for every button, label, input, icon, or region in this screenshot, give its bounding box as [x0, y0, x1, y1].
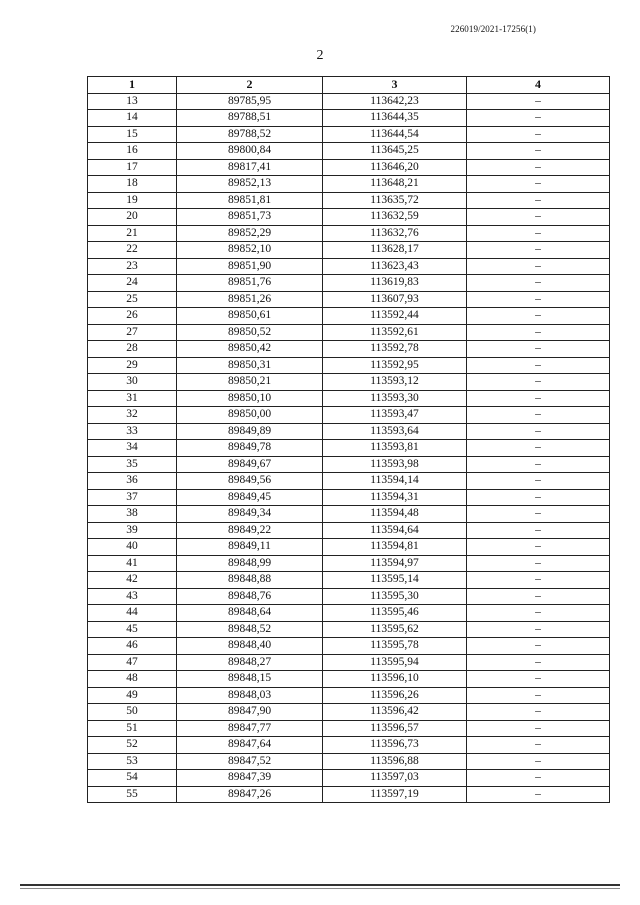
- y-coordinate-cell: 113595,78: [323, 638, 467, 655]
- column-4-cell: –: [467, 671, 610, 688]
- column-4-cell: –: [467, 588, 610, 605]
- x-coordinate-cell: 89847,26: [177, 786, 323, 803]
- column-4-cell: –: [467, 225, 610, 242]
- table-row: [88, 506, 610, 523]
- table-row: [88, 143, 610, 160]
- column-4-cell: –: [467, 456, 610, 473]
- column-4-cell: –: [467, 126, 610, 143]
- x-coordinate-cell: 89849,22: [177, 522, 323, 539]
- y-coordinate-cell: 113593,98: [323, 456, 467, 473]
- x-coordinate-cell: 89849,56: [177, 473, 323, 490]
- x-coordinate-cell: 89848,52: [177, 621, 323, 638]
- point-number-cell: 38: [88, 506, 177, 523]
- point-number-cell: 44: [88, 605, 177, 622]
- x-coordinate-cell: 89849,67: [177, 456, 323, 473]
- column-4-cell: –: [467, 572, 610, 589]
- point-number-cell: 50: [88, 704, 177, 721]
- point-number-cell: 55: [88, 786, 177, 803]
- point-number-cell: 41: [88, 555, 177, 572]
- point-number-cell: 20: [88, 209, 177, 226]
- y-coordinate-cell: 113596,88: [323, 753, 467, 770]
- point-number-cell: 31: [88, 390, 177, 407]
- x-coordinate-cell: 89850,00: [177, 407, 323, 424]
- point-number-cell: 28: [88, 341, 177, 358]
- point-number-cell: 47: [88, 654, 177, 671]
- point-number-cell: 24: [88, 275, 177, 292]
- table-row: [88, 786, 610, 803]
- column-4-cell: –: [467, 275, 610, 292]
- point-number-cell: 23: [88, 258, 177, 275]
- point-number-cell: 15: [88, 126, 177, 143]
- table-row: [88, 275, 610, 292]
- column-4-cell: –: [467, 159, 610, 176]
- x-coordinate-cell: 89849,78: [177, 440, 323, 457]
- table-row: [88, 671, 610, 688]
- column-4-cell: –: [467, 407, 610, 424]
- point-number-cell: 19: [88, 192, 177, 209]
- y-coordinate-cell: 113593,81: [323, 440, 467, 457]
- table-row: [88, 258, 610, 275]
- table-row: [88, 704, 610, 721]
- point-number-cell: 25: [88, 291, 177, 308]
- y-coordinate-cell: 113594,14: [323, 473, 467, 490]
- y-coordinate-cell: 113607,93: [323, 291, 467, 308]
- column-4-cell: –: [467, 770, 610, 787]
- x-coordinate-cell: 89848,64: [177, 605, 323, 622]
- point-number-cell: 27: [88, 324, 177, 341]
- table-row: [88, 225, 610, 242]
- column-4-cell: –: [467, 654, 610, 671]
- column-4-cell: –: [467, 341, 610, 358]
- y-coordinate-cell: 113592,78: [323, 341, 467, 358]
- header-row: [88, 77, 610, 94]
- table-row: [88, 390, 610, 407]
- column-header-2: 2: [177, 77, 323, 94]
- table-row: [88, 357, 610, 374]
- table-row: [88, 159, 610, 176]
- point-number-cell: 21: [88, 225, 177, 242]
- x-coordinate-cell: 89800,84: [177, 143, 323, 160]
- point-number-cell: 34: [88, 440, 177, 457]
- y-coordinate-cell: 113596,57: [323, 720, 467, 737]
- y-coordinate-cell: 113594,81: [323, 539, 467, 556]
- table-row: [88, 473, 610, 490]
- point-number-cell: 40: [88, 539, 177, 556]
- column-4-cell: –: [467, 489, 610, 506]
- x-coordinate-cell: 89852,10: [177, 242, 323, 259]
- x-coordinate-cell: 89849,89: [177, 423, 323, 440]
- y-coordinate-cell: 113594,64: [323, 522, 467, 539]
- column-4-cell: –: [467, 753, 610, 770]
- x-coordinate-cell: 89851,26: [177, 291, 323, 308]
- table-body: [88, 93, 610, 803]
- y-coordinate-cell: 113635,72: [323, 192, 467, 209]
- column-4-cell: –: [467, 555, 610, 572]
- point-number-cell: 49: [88, 687, 177, 704]
- point-number-cell: 30: [88, 374, 177, 391]
- x-coordinate-cell: 89850,10: [177, 390, 323, 407]
- column-4-cell: –: [467, 687, 610, 704]
- column-4-cell: –: [467, 473, 610, 490]
- column-4-cell: –: [467, 291, 610, 308]
- x-coordinate-cell: 89852,29: [177, 225, 323, 242]
- column-4-cell: –: [467, 242, 610, 259]
- table-row: [88, 753, 610, 770]
- column-4-cell: –: [467, 176, 610, 193]
- x-coordinate-cell: 89847,77: [177, 720, 323, 737]
- column-4-cell: –: [467, 93, 610, 110]
- table-header: [88, 77, 610, 94]
- y-coordinate-cell: 113595,14: [323, 572, 467, 589]
- table-row: [88, 605, 610, 622]
- y-coordinate-cell: 113642,23: [323, 93, 467, 110]
- column-4-cell: –: [467, 423, 610, 440]
- x-coordinate-cell: 89850,42: [177, 341, 323, 358]
- column-4-cell: –: [467, 374, 610, 391]
- x-coordinate-cell: 89847,39: [177, 770, 323, 787]
- table-row: [88, 374, 610, 391]
- y-coordinate-cell: 113597,19: [323, 786, 467, 803]
- y-coordinate-cell: 113645,25: [323, 143, 467, 160]
- table-row: [88, 456, 610, 473]
- x-coordinate-cell: 89849,45: [177, 489, 323, 506]
- table-row: [88, 687, 610, 704]
- footer-rule: [20, 884, 620, 886]
- y-coordinate-cell: 113644,54: [323, 126, 467, 143]
- y-coordinate-cell: 113592,61: [323, 324, 467, 341]
- point-number-cell: 36: [88, 473, 177, 490]
- y-coordinate-cell: 113596,42: [323, 704, 467, 721]
- document-number: 226019/2021-17256(1): [450, 24, 536, 34]
- table-row: [88, 440, 610, 457]
- y-coordinate-cell: 113628,17: [323, 242, 467, 259]
- table-row: [88, 588, 610, 605]
- column-4-cell: –: [467, 143, 610, 160]
- y-coordinate-cell: 113632,76: [323, 225, 467, 242]
- y-coordinate-cell: 113594,97: [323, 555, 467, 572]
- y-coordinate-cell: 113595,30: [323, 588, 467, 605]
- table-row: [88, 93, 610, 110]
- column-4-cell: –: [467, 704, 610, 721]
- point-number-cell: 35: [88, 456, 177, 473]
- x-coordinate-cell: 89848,40: [177, 638, 323, 655]
- table-row: [88, 308, 610, 325]
- table-row: [88, 638, 610, 655]
- x-coordinate-cell: 89848,27: [177, 654, 323, 671]
- x-coordinate-cell: 89850,52: [177, 324, 323, 341]
- y-coordinate-cell: 113593,64: [323, 423, 467, 440]
- x-coordinate-cell: 89847,52: [177, 753, 323, 770]
- y-coordinate-cell: 113595,46: [323, 605, 467, 622]
- point-number-cell: 43: [88, 588, 177, 605]
- x-coordinate-cell: 89850,21: [177, 374, 323, 391]
- column-header-4: 4: [467, 77, 610, 94]
- x-coordinate-cell: 89817,41: [177, 159, 323, 176]
- point-number-cell: 22: [88, 242, 177, 259]
- table-row: [88, 522, 610, 539]
- column-4-cell: –: [467, 786, 610, 803]
- y-coordinate-cell: 113648,21: [323, 176, 467, 193]
- column-header-3: 3: [323, 77, 467, 94]
- table-row: [88, 423, 610, 440]
- column-4-cell: –: [467, 258, 610, 275]
- table-row: [88, 176, 610, 193]
- y-coordinate-cell: 113596,26: [323, 687, 467, 704]
- x-coordinate-cell: 89847,64: [177, 737, 323, 754]
- y-coordinate-cell: 113596,73: [323, 737, 467, 754]
- table-row: [88, 489, 610, 506]
- x-coordinate-cell: 89788,52: [177, 126, 323, 143]
- column-4-cell: –: [467, 522, 610, 539]
- table-row: [88, 539, 610, 556]
- x-coordinate-cell: 89848,76: [177, 588, 323, 605]
- table-row: [88, 209, 610, 226]
- column-4-cell: –: [467, 440, 610, 457]
- point-number-cell: 29: [88, 357, 177, 374]
- x-coordinate-cell: 89851,76: [177, 275, 323, 292]
- column-4-cell: –: [467, 720, 610, 737]
- x-coordinate-cell: 89850,31: [177, 357, 323, 374]
- column-4-cell: –: [467, 605, 610, 622]
- point-number-cell: 16: [88, 143, 177, 160]
- x-coordinate-cell: 89785,95: [177, 93, 323, 110]
- point-number-cell: 14: [88, 110, 177, 127]
- table-row: [88, 126, 610, 143]
- point-number-cell: 39: [88, 522, 177, 539]
- table-row: [88, 110, 610, 127]
- point-number-cell: 48: [88, 671, 177, 688]
- point-number-cell: 42: [88, 572, 177, 589]
- table-row: [88, 555, 610, 572]
- point-number-cell: 26: [88, 308, 177, 325]
- column-4-cell: –: [467, 539, 610, 556]
- column-4-cell: –: [467, 638, 610, 655]
- column-4-cell: –: [467, 357, 610, 374]
- column-4-cell: –: [467, 621, 610, 638]
- y-coordinate-cell: 113619,83: [323, 275, 467, 292]
- table-row: [88, 407, 610, 424]
- point-number-cell: 51: [88, 720, 177, 737]
- y-coordinate-cell: 113593,47: [323, 407, 467, 424]
- y-coordinate-cell: 113595,62: [323, 621, 467, 638]
- table-row: [88, 621, 610, 638]
- column-4-cell: –: [467, 390, 610, 407]
- x-coordinate-cell: 89852,13: [177, 176, 323, 193]
- point-number-cell: 33: [88, 423, 177, 440]
- table-row: [88, 341, 610, 358]
- column-4-cell: –: [467, 506, 610, 523]
- x-coordinate-cell: 89849,11: [177, 539, 323, 556]
- x-coordinate-cell: 89851,90: [177, 258, 323, 275]
- y-coordinate-cell: 113595,94: [323, 654, 467, 671]
- table-row: [88, 324, 610, 341]
- table-row: [88, 572, 610, 589]
- y-coordinate-cell: 113594,31: [323, 489, 467, 506]
- y-coordinate-cell: 113597,03: [323, 770, 467, 787]
- y-coordinate-cell: 113594,48: [323, 506, 467, 523]
- y-coordinate-cell: 113632,59: [323, 209, 467, 226]
- column-4-cell: –: [467, 308, 610, 325]
- column-4-cell: –: [467, 192, 610, 209]
- column-4-cell: –: [467, 324, 610, 341]
- table-row: [88, 192, 610, 209]
- point-number-cell: 52: [88, 737, 177, 754]
- y-coordinate-cell: 113592,44: [323, 308, 467, 325]
- point-number-cell: 13: [88, 93, 177, 110]
- y-coordinate-cell: 113592,95: [323, 357, 467, 374]
- y-coordinate-cell: 113593,12: [323, 374, 467, 391]
- y-coordinate-cell: 113646,20: [323, 159, 467, 176]
- point-number-cell: 45: [88, 621, 177, 638]
- column-4-cell: –: [467, 209, 610, 226]
- footer-rule-thin: [20, 888, 620, 889]
- x-coordinate-cell: 89847,90: [177, 704, 323, 721]
- table-row: [88, 770, 610, 787]
- point-number-cell: 54: [88, 770, 177, 787]
- table-row: [88, 654, 610, 671]
- column-4-cell: –: [467, 737, 610, 754]
- coordinates-table: [87, 76, 610, 803]
- x-coordinate-cell: 89851,81: [177, 192, 323, 209]
- x-coordinate-cell: 89851,73: [177, 209, 323, 226]
- point-number-cell: 32: [88, 407, 177, 424]
- table-row: [88, 737, 610, 754]
- column-4-cell: –: [467, 110, 610, 127]
- point-number-cell: 18: [88, 176, 177, 193]
- x-coordinate-cell: 89788,51: [177, 110, 323, 127]
- point-number-cell: 37: [88, 489, 177, 506]
- x-coordinate-cell: 89850,61: [177, 308, 323, 325]
- point-number-cell: 17: [88, 159, 177, 176]
- page-number: 2: [316, 48, 324, 63]
- y-coordinate-cell: 113644,35: [323, 110, 467, 127]
- x-coordinate-cell: 89849,34: [177, 506, 323, 523]
- y-coordinate-cell: 113623,43: [323, 258, 467, 275]
- y-coordinate-cell: 113593,30: [323, 390, 467, 407]
- x-coordinate-cell: 89848,03: [177, 687, 323, 704]
- x-coordinate-cell: 89848,15: [177, 671, 323, 688]
- column-header-1: 1: [88, 77, 177, 94]
- table-row: [88, 720, 610, 737]
- x-coordinate-cell: 89848,88: [177, 572, 323, 589]
- x-coordinate-cell: 89848,99: [177, 555, 323, 572]
- table-row: [88, 291, 610, 308]
- table-row: [88, 242, 610, 259]
- point-number-cell: 53: [88, 753, 177, 770]
- y-coordinate-cell: 113596,10: [323, 671, 467, 688]
- point-number-cell: 46: [88, 638, 177, 655]
